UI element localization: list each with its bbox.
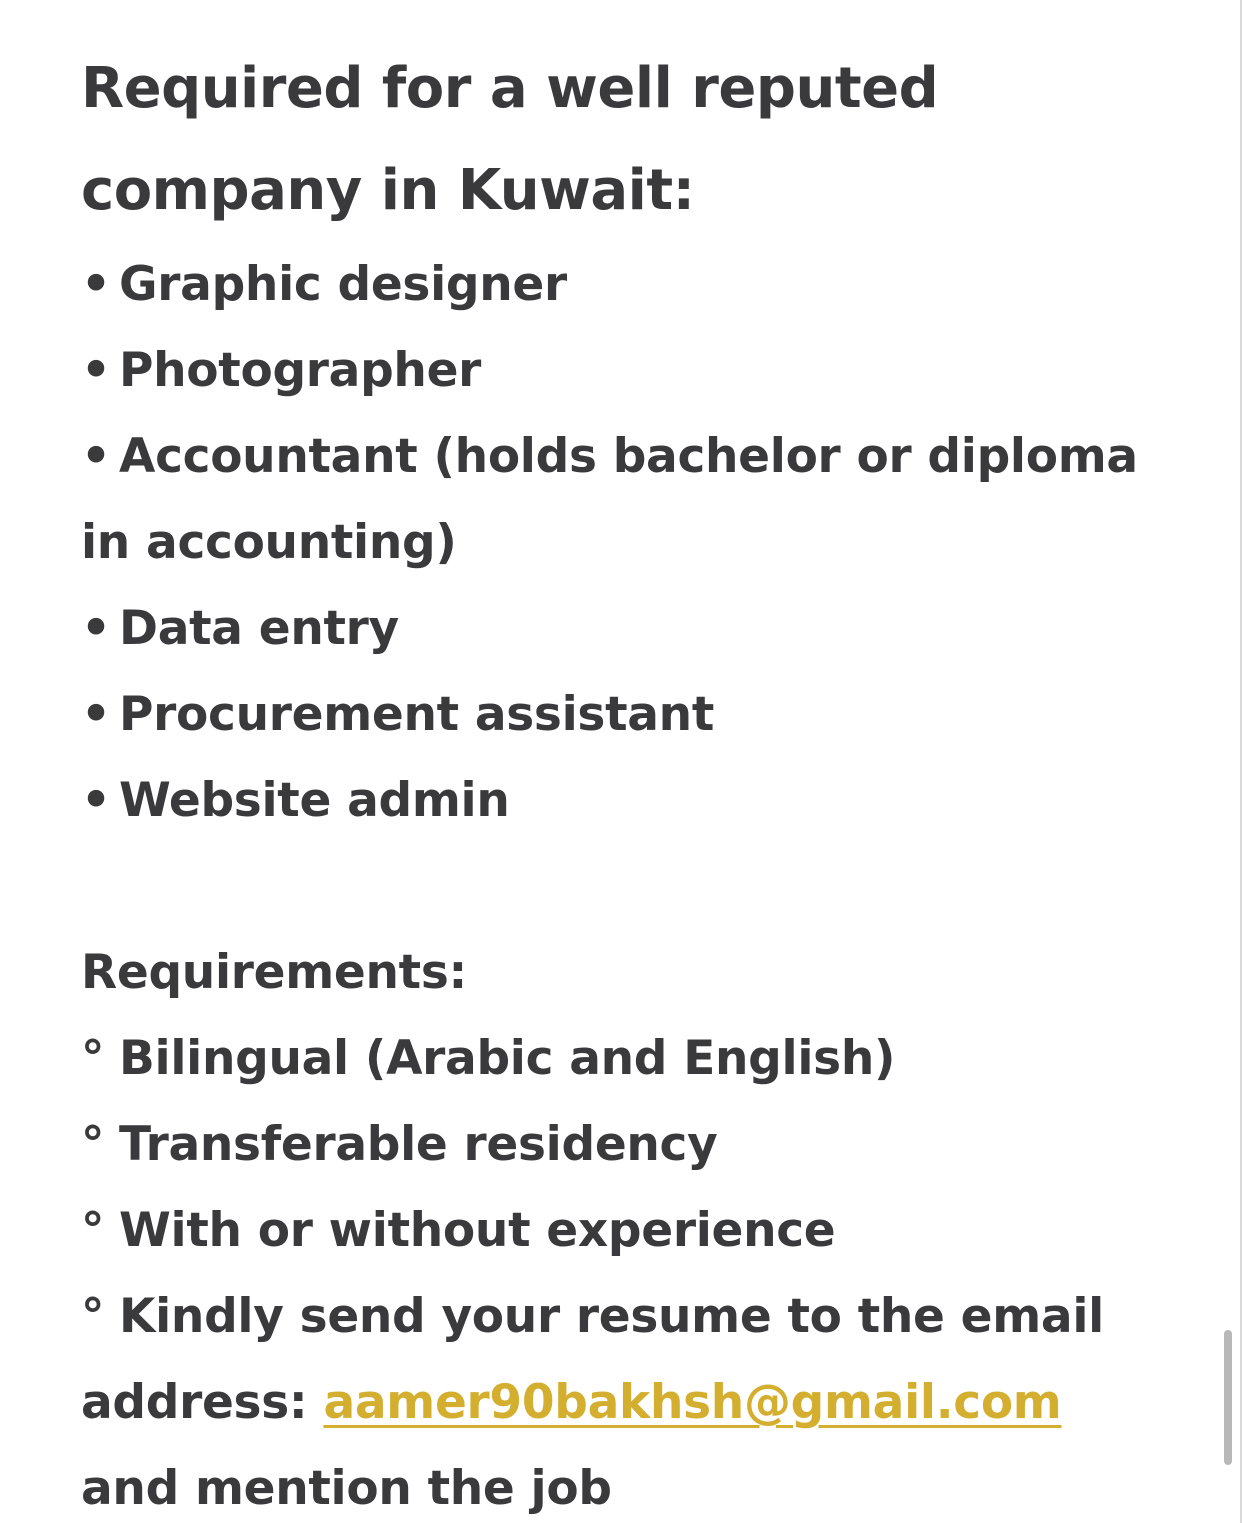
email-link[interactable]: aamer90bakhsh@gmail.com — [323, 1375, 1062, 1430]
position-label: Accountant (holds bachelor or diploma — [119, 429, 1138, 484]
position-label: Website admin — [119, 773, 510, 828]
bullet-marker: • — [81, 257, 111, 312]
position-label: Photographer — [119, 343, 482, 398]
degree-marker: ° — [81, 1289, 105, 1344]
job-post-content — [81, 38, 1191, 1532]
degree-marker: ° — [81, 1031, 105, 1086]
degree-marker: ° — [81, 1203, 105, 1258]
bullet-marker: • — [81, 773, 111, 828]
position-item — [81, 414, 1191, 500]
position-label: Data entry — [119, 601, 399, 656]
requirement-label: Kindly send your resume to the email — [119, 1289, 1104, 1344]
bullet-marker: • — [81, 343, 111, 398]
bullet-marker: • — [81, 429, 111, 484]
section-spacer — [81, 844, 1191, 930]
position-item — [81, 672, 1191, 758]
requirement-label: Transferable residency — [119, 1117, 718, 1172]
position-item — [81, 586, 1191, 672]
requirements-title: Requirements: — [81, 945, 467, 1000]
position-label: Procurement assistant — [119, 687, 714, 742]
requirement-item — [81, 1016, 1191, 1102]
position-item — [81, 242, 1191, 328]
address-prefix: address: — [81, 1375, 324, 1430]
requirement-item — [81, 1102, 1191, 1188]
positions-list — [81, 242, 1191, 844]
position-item — [81, 758, 1191, 844]
bullet-marker: • — [81, 687, 111, 742]
heading-line-2: company in Kuwait: — [81, 158, 695, 223]
requirement-item — [81, 1274, 1191, 1360]
requirement-item-continuation — [81, 1360, 1191, 1446]
position-label: Graphic designer — [119, 257, 567, 312]
position-item-continuation: in accounting) — [81, 515, 457, 570]
requirements-section — [81, 930, 1191, 1532]
requirement-label: Bilingual (Arabic and English) — [119, 1031, 896, 1086]
bullet-marker: • — [81, 601, 111, 656]
position-item — [81, 328, 1191, 414]
requirement-item — [81, 1188, 1191, 1274]
degree-marker: ° — [81, 1117, 105, 1172]
vertical-scrollbar[interactable] — [1224, 1330, 1232, 1465]
heading-line-1: Required for a well reputed — [81, 56, 939, 121]
requirement-label: With or without experience — [119, 1203, 836, 1258]
requirement-item-continuation: and mention the job — [81, 1461, 612, 1516]
